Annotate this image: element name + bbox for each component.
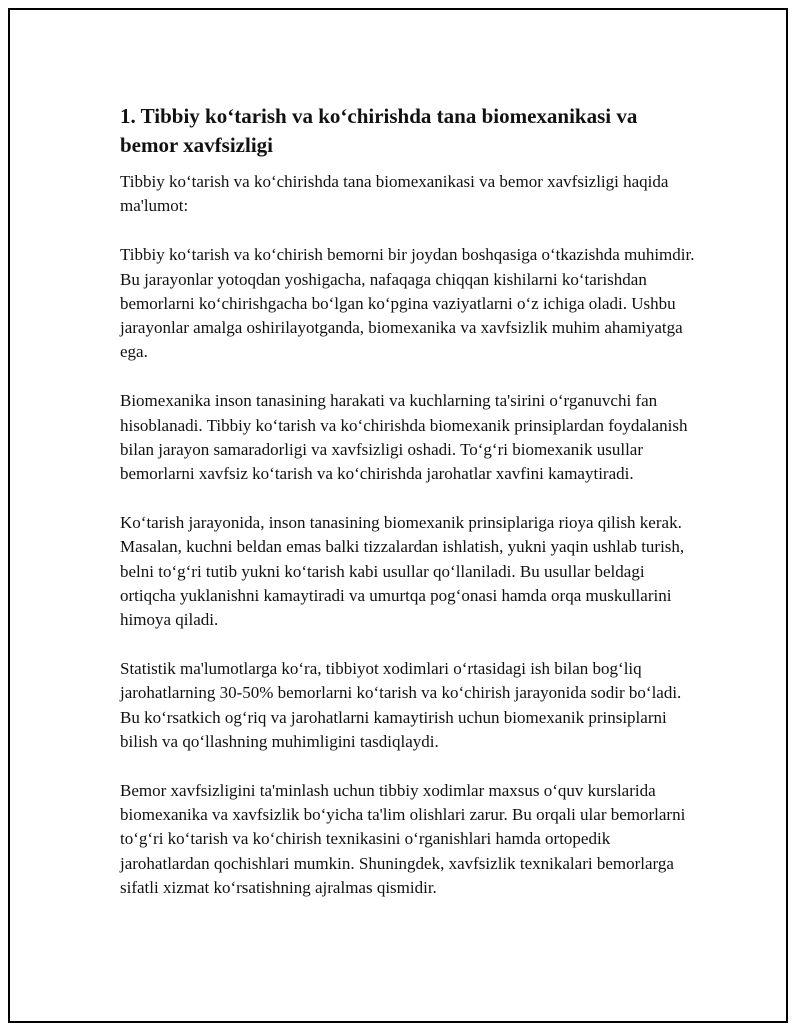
paragraph-intro: Tibbiy ko‘tarish va ko‘chirishda tana biomexanikasi va bemor xavfsizligi haqida ma'lumot: [120, 172, 669, 216]
paragraph-patient-safety: Bemor xavfsizligini ta'minlash uchun tibbiy xodimlar maxsus o‘quv kurslarida biomexanika va xavfsizlik bo‘yicha ta'lim olishlari zarur. Bu orqali ular bemorlarni to‘g‘ri ko‘tarish va ko‘chirish texnikasini o‘rganishlari hamda ortopedik jarohatlardan qochishlari mumkin. Shuningdek, xavfsizlik texnikalari bemorlarga sifatli xizmat ko‘rsatishning ajralmas qismidir. [120, 781, 686, 897]
paragraph-statistics: Statistik ma'lumotlarga ko‘ra, tibbiyot xodimlari o‘rtasidagi ish bilan bog‘liq jarohatlarning 30-50% bemorlarni ko‘tarish va ko‘chirish jarayonida sodir bo‘ladi. Bu ko‘rsatkich og‘riq va jarohatlarni kamaytirish uchun biomexanik prinsiplarni bilish va qo‘llashning muhimligini tasdiqlaydi. [120, 659, 682, 751]
document-body [120, 102, 700, 925]
paragraph-biomechanics: Biomexanika inson tanasining harakati va kuchlarning ta'sirini o‘rganuvchi fan hisoblanadi. Tibbiy ko‘tarish va ko‘chirishda biomexanik prinsiplardan foydalanish bilan jarayon samaradorligi va xavfsizligi oshadi. To‘g‘ri biomexanik usullar bemorlarni xavfsiz ko‘tarish va ko‘chirishda jarohatlar xavfini kamaytiradi. [120, 391, 688, 484]
paragraph-lifting-principles: Ko‘tarish jarayonida, inson tanasining biomexanik prinsiplariga rioya qilish kerak. Masalan, kuchni beldan emas balki tizzalardan ishlatish, yukni yaqin ushlab turish, belni to‘g‘ri tutib yukni ko‘tarish kabi usullar qo‘llaniladi. Bu usullar beldagi ortiqcha yuklanishni kamaytiradi va umurtqa pog‘onasi hamda orqa muskullarini himoya qiladi. [120, 513, 685, 630]
paragraph-lifting-transfer: Tibbiy ko‘tarish va ko‘chirish bemorni bir joydan boshqasiga o‘tkazishda muhimdir. Bu jarayonlar yotoqdan yoshigacha, nafaqaga chiqqan kishilarni ko‘tarishdan bemorlarni ko‘chirishgacha bo‘lgan ko‘pgina vaziyatlarni o‘z ichiga oladi. Ushbu jarayonlar amalga oshirilayotganda, biomexanika va xavfsizlik muhim ahamiyatga ega. [120, 245, 695, 362]
page-frame [8, 8, 788, 1023]
document-title: 1. Tibbiy ko‘tarish va ko‘chirishda tana biomexanikasi va bemor xavfsizligi [120, 104, 638, 157]
